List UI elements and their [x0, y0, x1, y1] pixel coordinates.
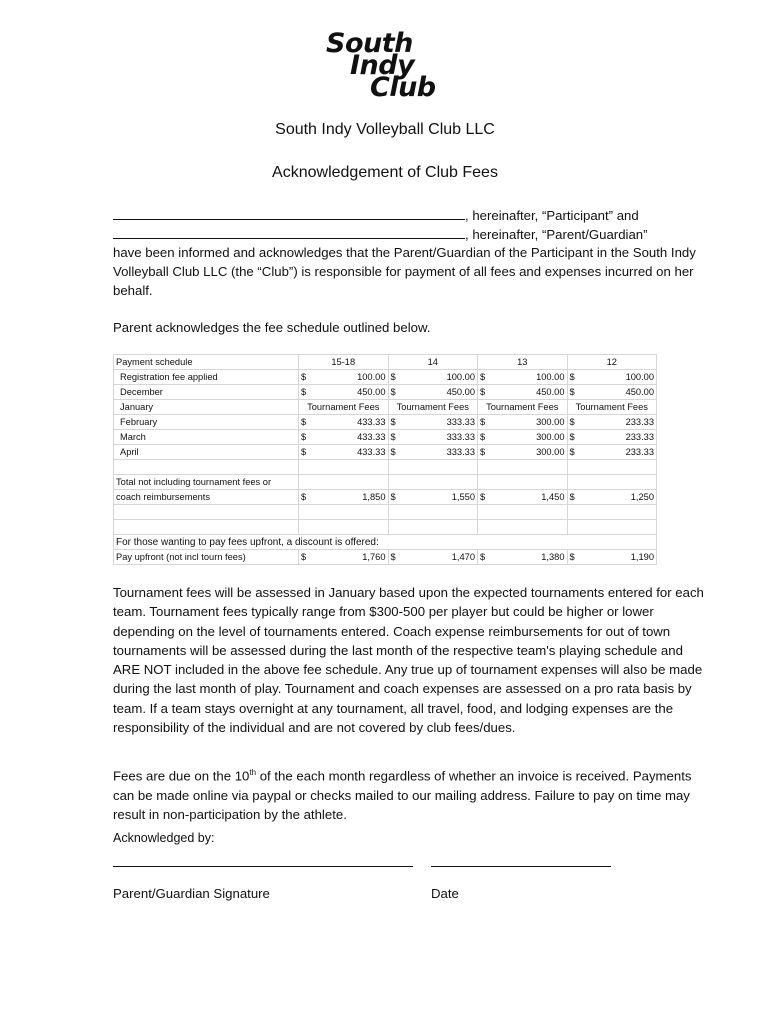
total-cell: $ 1,550 [388, 490, 478, 505]
guardian-suffix: , hereinafter, “Parent/Guardian” [465, 227, 648, 242]
fee-cell: Tournament Fees [567, 400, 657, 415]
fee-cell: $ 450.00 [478, 385, 568, 400]
row-label: December [114, 385, 299, 400]
fee-cell: Tournament Fees [299, 400, 389, 415]
fee-cell: $ 233.33 [567, 415, 657, 430]
fee-cell: $ 450.00 [388, 385, 478, 400]
upfront-cell: $ 1,380 [478, 550, 568, 565]
table-row [114, 400, 657, 415]
logo-line-2: Indy [350, 50, 415, 81]
discount-row [114, 535, 657, 550]
document-title: South Indy Volleyball Club LLC [275, 121, 495, 138]
fee-cell: $ 450.00 [567, 385, 657, 400]
fee-cell: $ 333.33 [388, 415, 478, 430]
row-label: January [114, 400, 299, 415]
col-header: 13 [478, 355, 568, 370]
upfront-cell: $ 1,190 [567, 550, 657, 565]
club-logo [326, 28, 446, 103]
tournament-paragraph: Tournament fees will be assessed in January based upon the expected tournaments entered for each team. Tournament fees typically range from $300-500 per player but could be higher or lower depending on the level of tournaments entered. Coach expense reimbursements for out of town tournaments will be assessed during the last month of the respective team's playing schedule and ARE NOT included in the above fee schedule. Any true up of tournament expenses will also be made during the last month of play. Tournament and coach expenses are assessed on a pro rata basis by team. If a team stays overnight at any tournament, all travel, food, and lodging expenses are the responsibility of the individual and are not covered by club fees/dues. [113, 585, 704, 736]
fee-cell: $ 433.33 [299, 415, 389, 430]
total-cell: $ 1,450 [478, 490, 568, 505]
guardian-blank[interactable] [113, 224, 465, 239]
participant-blank[interactable] [113, 205, 465, 220]
fee-cell: $ 233.33 [567, 445, 657, 460]
signature-line[interactable] [113, 866, 413, 867]
row-label: March [114, 430, 299, 445]
discount-note: For those wanting to pay fees upfront, a discount is offered: [114, 535, 657, 550]
upfront-cell: $ 1,470 [388, 550, 478, 565]
col-header: 15-18 [299, 355, 389, 370]
fee-cell: $ 300.00 [478, 415, 568, 430]
upfront-cell: $ 1,760 [299, 550, 389, 565]
row-label: Registration fee applied [114, 370, 299, 385]
fees-due-paragraph: Fees are due on the 10th of the each month regardless of whether an invoice is received. Payments can be made online via paypal or checks mailed to our mailing address. Failure to pay on time may result in non-participation by the athlete. [113, 768, 692, 822]
date-line[interactable] [431, 866, 611, 867]
date-label: Date [431, 886, 459, 901]
total-label-1: Total not including tournament fees or [114, 475, 299, 490]
fee-cell: $ 433.33 [299, 445, 389, 460]
participant-line [113, 205, 639, 223]
fee-cell: $ 100.00 [388, 370, 478, 385]
table-row [114, 445, 657, 460]
fee-cell: $ 100.00 [299, 370, 389, 385]
col-header: 12 [567, 355, 657, 370]
blank-row [114, 520, 657, 535]
table-row [114, 415, 657, 430]
fee-cell: Tournament Fees [388, 400, 478, 415]
table-row [114, 385, 657, 400]
fee-cell: Tournament Fees [478, 400, 568, 415]
fee-cell: $ 450.00 [299, 385, 389, 400]
participant-suffix: , hereinafter, “Participant” and [465, 208, 639, 223]
row-label: February [114, 415, 299, 430]
guardian-line [113, 224, 648, 242]
schedule-intro: Parent acknowledges the fee schedule outlined below. [113, 320, 431, 335]
acknowledged-by: Acknowledged by: [113, 831, 215, 845]
total-row [114, 490, 657, 505]
total-cell: $ 1,850 [299, 490, 389, 505]
table-row [114, 430, 657, 445]
intro-paragraph: have been informed and acknowledges that the Parent/Guardian of the Participant in the South Indy Volleyball Club LLC (the “Club”) is responsible for payment of all fees and expenses incurred on her behalf. [113, 245, 696, 298]
fee-cell: $ 100.00 [478, 370, 568, 385]
fee-cell: $ 433.33 [299, 430, 389, 445]
fee-cell: $ 300.00 [478, 445, 568, 460]
fee-cell: $ 333.33 [388, 430, 478, 445]
fee-cell: $ 100.00 [567, 370, 657, 385]
fee-cell: $ 233.33 [567, 430, 657, 445]
document-subtitle: Acknowledgement of Club Fees [272, 164, 498, 181]
total-cell: $ 1,250 [567, 490, 657, 505]
total-label-2: coach reimbursements [114, 490, 299, 505]
fee-cell: $ 300.00 [478, 430, 568, 445]
table-row [114, 370, 657, 385]
row-label: April [114, 445, 299, 460]
fee-schedule-table [113, 354, 657, 565]
logo-line-1: South [326, 28, 413, 59]
blank-row [114, 505, 657, 520]
total-label-row [114, 475, 657, 490]
header-label: Payment schedule [114, 355, 299, 370]
blank-row [114, 460, 657, 475]
fee-cell: $ 333.33 [388, 445, 478, 460]
upfront-row [114, 550, 657, 565]
logo-line-3: Club [370, 72, 436, 103]
signature-label: Parent/Guardian Signature [113, 886, 270, 901]
table-header-row [114, 355, 657, 370]
col-header: 14 [388, 355, 478, 370]
upfront-label: Pay upfront (not incl tourn fees) [114, 550, 299, 565]
